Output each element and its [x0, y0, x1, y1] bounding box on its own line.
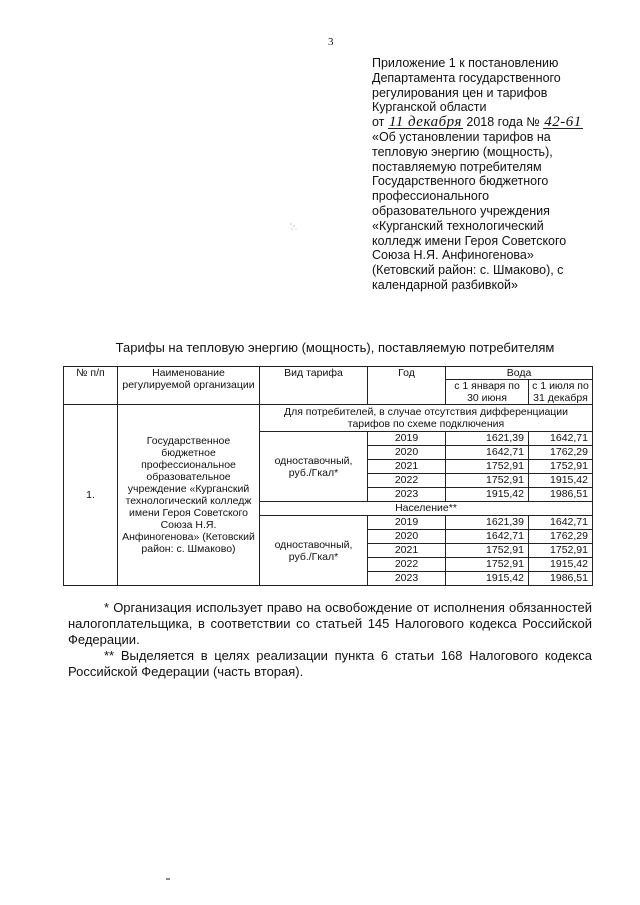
handwritten-number: 42-61 [544, 114, 582, 131]
value-h1: 1915,42 [446, 488, 529, 502]
value-h1: 1621,39 [446, 432, 529, 446]
header-year: Год [368, 367, 446, 405]
table-title: Тарифы на тепловую энергию (мощность), поставляемую потребителям [115, 340, 555, 355]
value-h2: 1762,29 [529, 530, 593, 544]
date-prefix: от [372, 115, 385, 130]
appendix-line: Приложение 1 к постановлению [372, 56, 559, 70]
value-h2: 1642,71 [529, 432, 593, 446]
year-cell: 2023 [368, 572, 446, 586]
value-h2: 1915,42 [529, 474, 593, 488]
appendix-line: колледж имени Героя Советского [372, 233, 567, 248]
header-org: Наименование регулируемой организации [118, 367, 260, 405]
value-h2: 1752,91 [529, 460, 593, 474]
value-h1: 1752,91 [446, 460, 529, 474]
value-h2: 1752,91 [529, 544, 593, 558]
value-h1: 1752,91 [446, 558, 529, 572]
appendix-block [372, 56, 612, 293]
value-h2: 1986,51 [529, 572, 593, 586]
footnote-2: ** Выделяется в целях реализации пункта 6 статьи 168 Налогового кодекса Российской Федерации (часть вторая). [68, 648, 592, 679]
appendix-line: «Об установлении тарифов на [372, 129, 551, 144]
appendix-line: Союза Н.Я. Анфиногенова» [372, 248, 534, 263]
tariff-type: одноставочный, руб./Гкал* [260, 432, 368, 502]
appendix-line: тепловую энергию (мощность), [372, 144, 553, 159]
appendix-date-line [372, 115, 612, 130]
year-cell: 2019 [368, 516, 446, 530]
appendix-line: Государственного бюджетного [372, 174, 549, 189]
tariff-table [63, 366, 593, 586]
value-h2: 1986,51 [529, 488, 593, 502]
appendix-line: регулирования цен и тарифов [372, 85, 548, 100]
appendix-line: поставляемую потребителям [372, 159, 542, 174]
scan-speck [166, 878, 170, 880]
value-h2: 1762,29 [529, 446, 593, 460]
year-cell: 2019 [368, 432, 446, 446]
organization-name: Государственное бюджетное профессиональное образовательное учреждение «Курганский технологический колледж имени Героя Советского Союза Н.Я. Анфиногенова» (Кетовский район: с. Шмаково) [118, 405, 260, 586]
appendix-line: «Курганский технологический [372, 218, 544, 233]
handwritten-date: 11 декабря [388, 114, 462, 131]
year-cell: 2022 [368, 558, 446, 572]
appendix-line: профессионального [372, 189, 490, 204]
year-cell: 2021 [368, 460, 446, 474]
value-h1: 1621,39 [446, 516, 529, 530]
year-cell: 2020 [368, 446, 446, 460]
header-type: Вид тарифа [260, 367, 368, 405]
scan-speck [289, 222, 298, 231]
header-row [64, 367, 593, 380]
group-heading: Население** [260, 502, 593, 516]
tariff-type: одноставочный, руб./Гкал* [260, 516, 368, 586]
appendix-line: Курганской области [372, 100, 487, 115]
page-number: 3 [328, 36, 334, 48]
appendix-line: календарной разбивкой» [372, 277, 518, 292]
footnotes [68, 600, 592, 680]
date-year: 2018 года № [466, 115, 540, 130]
header-num: № п/п [64, 367, 118, 405]
value-h1: 1752,91 [446, 474, 529, 488]
group-heading-row [64, 405, 593, 432]
year-cell: 2022 [368, 474, 446, 488]
value-h2: 1915,42 [529, 558, 593, 572]
header-period-2: с 1 июля по 31 декабря [529, 380, 593, 405]
year-cell: 2020 [368, 530, 446, 544]
value-h1: 1642,71 [446, 446, 529, 460]
value-h1: 1642,71 [446, 530, 529, 544]
year-cell: 2023 [368, 488, 446, 502]
appendix-line: (Кетовский район: с. Шмаково), с [372, 263, 564, 278]
row-number: 1. [64, 405, 118, 586]
group-heading: Для потребителей, в случае отсутствия дифференциации тарифов по схеме подключения [260, 405, 593, 432]
year-cell: 2021 [368, 544, 446, 558]
header-water: Вода [446, 367, 593, 380]
appendix-line: Департамента государственного [372, 70, 561, 85]
appendix-line: образовательного учреждения [372, 203, 550, 218]
value-h1: 1915,42 [446, 572, 529, 586]
value-h1: 1752,91 [446, 544, 529, 558]
header-period-1: с 1 января по 30 июня [446, 380, 529, 405]
value-h2: 1642,71 [529, 516, 593, 530]
footnote-1: * Организация использует право на освобождение от исполнения обязанностей налогоплательщика, в соответствии со статьей 145 Налогового кодекса Российской Федерации. [68, 600, 592, 647]
